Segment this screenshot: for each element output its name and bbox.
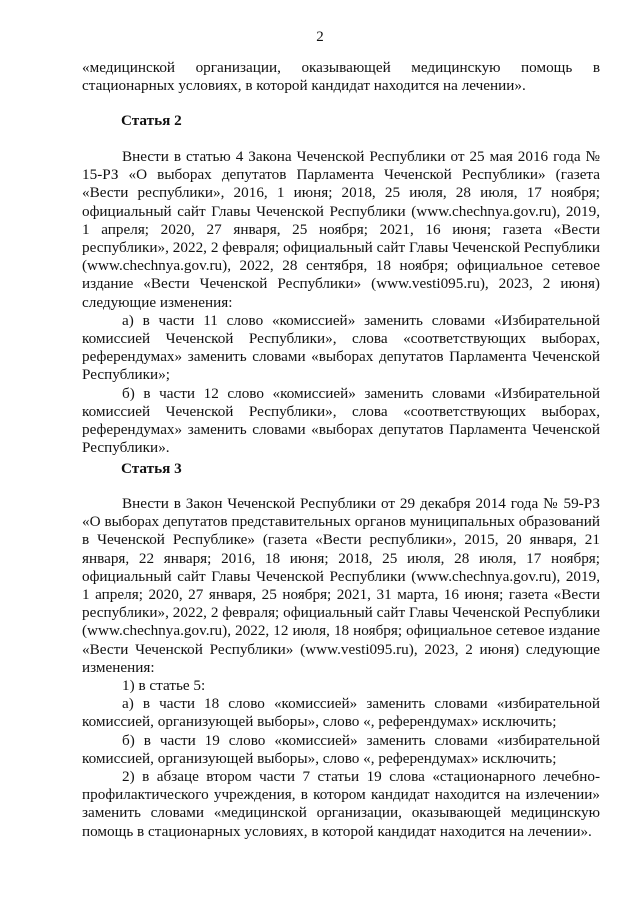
page-number: 2 bbox=[316, 29, 324, 45]
article-2-heading: Статья 2 bbox=[121, 112, 182, 129]
paragraph: Внести в статью 4 Закона Чеченской Республики от 25 мая 2016 года № 15-РЗ «О выборах депутатов Парламента Чеченской Республики» (газета «Вести республики», 2016, 1 июня; 2018, 25 июля, 28 июля, 17 ноября; официальный сайт Главы Чеченской Республики (www.chechnya.gov.ru), 2019, 1 апреля; 2020, 27 января, 25 ноября; 2021, 16 июня; газета «Вести республики», 2022, 2 февраля; официальный сайт Главы Чеченской Республики (www.chechnya.gov.ru), 2022, 28 сентября, 18 ноября; официальное сетевое издание «Вести Чеченской Республики» (www.vesti095.ru), 2023, 2 июня) следующие изменения: bbox=[82, 148, 600, 311]
paragraph: а) в части 18 слово «комиссией» заменить словами «избирательной комиссией, организующей выборы», слово «, референдумах» исключить; bbox=[82, 695, 600, 731]
article-2-body bbox=[82, 148, 600, 457]
article-3-heading: Статья 3 bbox=[121, 460, 182, 477]
article-3-body bbox=[82, 495, 600, 841]
paragraph: Внести в Закон Чеченской Республики от 29 декабря 2014 года № 59-РЗ «О выборах депутатов представительных органов муниципальных образований в Чеченской Республике» (газета «Вести республики», 2015, 20 января, 21 января, 22 января; 2016, 18 июня; 2018, 25 июля, 28 июля, 17 ноября; официальный сайт Главы Чеченской Республики (www.chechnya.gov.ru), 2019, 1 апреля; 2020, 27 января, 25 ноября; 2021, 31 марта, 16 июня; газета «Вести республики», 2022, 2 февраля; официальный сайт Главы Чеченской Республики (www.chechnya.gov.ru), 2022, 12 июля, 18 ноября; официальное сетевое издание «Вести Чеченской Республики» (www.vesti095.ru), 2023, 2 июня) следующие изменения: bbox=[82, 495, 600, 676]
paragraph: 1) в статье 5: bbox=[122, 677, 206, 695]
paragraph: а) в части 11 слово «комиссией» заменить словами «Избирательной комиссией Чеченской Республики», слова «соответствующих выборах, референдумах» заменить словами «выборах депутатов Парламента Чеченской Республики»; bbox=[82, 311, 600, 384]
intro-paragraph bbox=[82, 59, 600, 95]
paragraph: б) в части 19 слово «комиссией» заменить словами «избирательной комиссией, организующей выборы», слово «, референдумах» исключить; bbox=[82, 731, 600, 767]
paragraph: «медицинской организации, оказывающей медицинскую помощь в стационарных условиях, в которой кандидат находится на лечении». bbox=[82, 59, 600, 95]
paragraph: б) в части 12 слово «комиссией» заменить словами «Избирательной комиссией Чеченской Республики», слова «соответствующих выборах, референдумах» заменить словами «выборах депутатов Парламента Чеченской Республики». bbox=[82, 384, 600, 457]
paragraph: 2) в абзаце втором части 7 статьи 19 слова «стационарного лечебно-профилактического учреждения, в котором кандидат находится на излечении» заменить словами «медицинской организации, оказывающей медицинскую помощь в стационарных условиях, в которой кандидат находится на лечении». bbox=[82, 768, 600, 840]
